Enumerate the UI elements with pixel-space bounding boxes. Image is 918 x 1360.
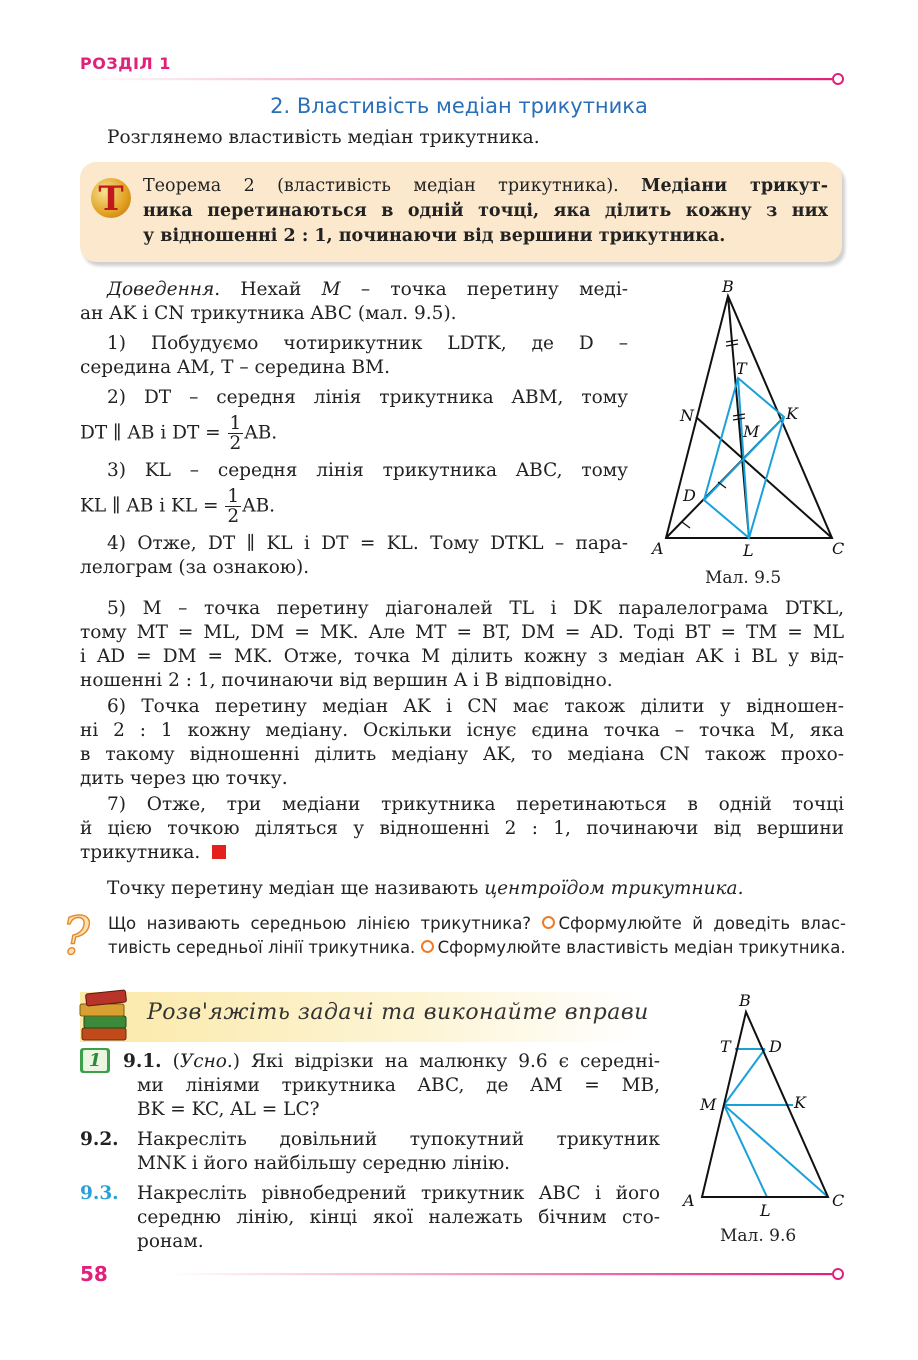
proof-text: . Нехай bbox=[214, 279, 322, 300]
proof-line: ан AK і CN трикутника ABC (мал. 9.5). bbox=[80, 303, 457, 324]
tasks-list bbox=[80, 1050, 660, 1254]
formula-text: AB. bbox=[244, 422, 278, 444]
point-name: M bbox=[321, 279, 341, 300]
proof-line: ні 2 : 1 кожну медіану. Оскільки існує єдина точка – точка M, яка bbox=[80, 720, 844, 741]
svg-text:?: ? bbox=[62, 907, 90, 962]
theorem-icon: Т bbox=[91, 178, 131, 218]
proof-full-width bbox=[80, 597, 844, 901]
task-text: ронам. bbox=[137, 1231, 204, 1252]
label-l: L bbox=[760, 1201, 771, 1220]
proof-line: ношенні 2 : 1, починаючи від вершин A і B відповідно. bbox=[80, 670, 613, 691]
question-text: Сформулюйте й доведіть влас- bbox=[558, 914, 846, 933]
proof-step-4: 4) Отже, DT ∥ KL і DT = KL. Тому DTKL – пара- bbox=[107, 533, 628, 554]
circle-bullet-icon bbox=[421, 940, 434, 953]
label-a: A bbox=[652, 539, 664, 558]
exercises-banner-text: Розв'яжіть задачі та виконайте вправи bbox=[147, 1000, 649, 1025]
proof-column bbox=[80, 278, 628, 580]
proof-line: в такому відношенні ділить медіану AK, то медіана CN також прохо- bbox=[80, 744, 844, 765]
task-number: 9.2. bbox=[80, 1129, 119, 1150]
proof-text: Точку перетину медіан ще називають bbox=[107, 878, 485, 899]
task-number: 9.3. bbox=[80, 1183, 119, 1204]
task-number: 9.1. bbox=[123, 1051, 162, 1072]
task-text: Усно. bbox=[179, 1051, 233, 1072]
figure-9-6 bbox=[680, 990, 850, 1220]
review-questions bbox=[108, 912, 846, 960]
centroid-definition bbox=[80, 877, 844, 901]
proof-step-6: 6) Точка перетину медіан AK і CN має також ділити у відношен- bbox=[107, 696, 844, 717]
figure-9-6-caption: Мал. 9.6 bbox=[720, 1226, 797, 1246]
task-text: середню лінію, кінці якої належать бічним сто- bbox=[137, 1207, 660, 1228]
section-title: 2. Властивість медіан трикутника bbox=[270, 94, 648, 118]
label-m: M bbox=[743, 422, 760, 441]
question-text: Сформулюйте властивість медіан трикутника. bbox=[437, 938, 846, 957]
label-l: L bbox=[743, 541, 754, 560]
task-line: BK = KC, AL = LC? bbox=[137, 1099, 320, 1120]
label-t: T bbox=[736, 359, 747, 378]
median-cn bbox=[696, 417, 832, 538]
proof-line: дить через цю точку. bbox=[80, 768, 288, 789]
task-9-1 bbox=[80, 1050, 660, 1074]
level-badge-number: 1 bbox=[83, 1050, 107, 1071]
proof-step-2: 2) DT – середня лінія трикутника ABM, тому bbox=[107, 387, 628, 408]
proof-line: лелограм (за ознакою). bbox=[80, 557, 310, 578]
proof-line: й цією точкою діляться у відношенні 2 : 1, починаючи від вершини bbox=[80, 818, 844, 839]
proof-line: тому MT = ML, DM = MK. Але MT = BT, DM = AD. Тоді BT = TM = ML bbox=[80, 622, 844, 643]
task-text: Накресліть рівнобедрений трикутник ABC і його bbox=[137, 1183, 660, 1204]
fraction bbox=[228, 414, 244, 453]
task-line: ми лініями трикутника ABC, де AM = MB, bbox=[137, 1075, 660, 1096]
figure-9-5 bbox=[650, 278, 850, 568]
task-text: MNK і його найбільшу середню лінію. bbox=[137, 1153, 511, 1174]
fraction-denominator: 2 bbox=[229, 433, 242, 454]
label-c: C bbox=[832, 1191, 845, 1210]
proof-step-1: 1) Побудуємо чотирикутник LDTK, де D – bbox=[107, 333, 628, 354]
fraction-numerator: 1 bbox=[227, 486, 240, 507]
label-m: M bbox=[700, 1095, 717, 1114]
figure-9-5-caption: Мал. 9.5 bbox=[705, 568, 782, 588]
theorem-statement-3: у відношенні 2 : 1, починаючи від вершини трикутника. bbox=[143, 226, 726, 246]
proof-step-3: 3) KL – середня лінія трикутника ABC, тому bbox=[107, 460, 628, 481]
label-b: B bbox=[722, 278, 734, 296]
question-text: тивість середньої лінії трикутника. bbox=[108, 938, 421, 957]
label-a: A bbox=[683, 1191, 695, 1210]
label-k: K bbox=[794, 1093, 806, 1112]
task-9-3 bbox=[80, 1182, 660, 1254]
label-b: B bbox=[739, 991, 751, 1010]
proof-label: Доведення bbox=[107, 279, 215, 300]
question-icon bbox=[60, 906, 104, 962]
page-number: 58 bbox=[80, 1262, 108, 1286]
question-text: Що називають середньою лінією трикутника? bbox=[108, 914, 542, 933]
proof-line bbox=[80, 841, 844, 865]
label-n: N bbox=[680, 406, 694, 425]
header-rule bbox=[80, 70, 850, 86]
label-k: K bbox=[786, 404, 798, 423]
task-text: ) Які відрізки на малюнку 9.6 є середні- bbox=[232, 1051, 660, 1072]
theorem-text bbox=[143, 174, 828, 249]
footer-rule bbox=[170, 1266, 850, 1282]
task-text: Накресліть довільний тупокутний трикутник bbox=[137, 1129, 660, 1150]
section-label: РОЗДІЛ 1 bbox=[80, 54, 171, 73]
proof-line: і AD = DM = MK. Отже, точка M ділить кожну з медіан AK і BL у від- bbox=[80, 646, 844, 667]
circle-bullet-icon bbox=[542, 916, 555, 929]
fraction-numerator: 1 bbox=[229, 413, 242, 434]
fraction-denominator: 2 bbox=[227, 506, 240, 527]
proof-step-7: 7) Отже, три медіани трикутника перетинаються в одній точці bbox=[107, 794, 844, 815]
formula-text: DT ∥ AB і DT = bbox=[80, 422, 227, 444]
segment-ml bbox=[724, 1105, 767, 1197]
proof-line: середина AM, T – середина BM. bbox=[80, 357, 390, 378]
formula-text: KL ∥ AB і KL = bbox=[80, 495, 225, 517]
proof-step-5: 5) M – точка перетину діагоналей TL і DK паралелограма DTKL, bbox=[107, 598, 844, 619]
label-c: C bbox=[832, 539, 845, 558]
segment-mc bbox=[724, 1105, 828, 1197]
label-d: D bbox=[683, 486, 696, 505]
end-of-proof-icon bbox=[212, 845, 226, 859]
intro-text: Розглянемо властивість медіан трикутника. bbox=[107, 127, 540, 148]
fraction bbox=[225, 487, 241, 526]
formula-kl bbox=[80, 487, 628, 526]
books-icon bbox=[78, 988, 134, 1046]
formula-text: AB. bbox=[242, 495, 276, 517]
task-text: ( bbox=[161, 1051, 180, 1072]
theorem-label: Теорема 2 (властивість медіан трикутника). bbox=[143, 176, 642, 196]
label-t: T bbox=[720, 1037, 731, 1056]
theorem-statement-2: ника перетинаються в одній точці, яка ділить кожну з них bbox=[143, 201, 828, 221]
proof-text: – точка перетину меді- bbox=[340, 279, 628, 300]
formula-dt bbox=[80, 414, 628, 453]
task-9-2 bbox=[80, 1128, 660, 1176]
label-d: D bbox=[769, 1037, 782, 1056]
proof-text: трикутника. bbox=[80, 842, 201, 863]
centroid-term: центроїдом трикутника. bbox=[484, 878, 744, 899]
theorem-statement-1: Медіани трикут- bbox=[641, 176, 828, 196]
